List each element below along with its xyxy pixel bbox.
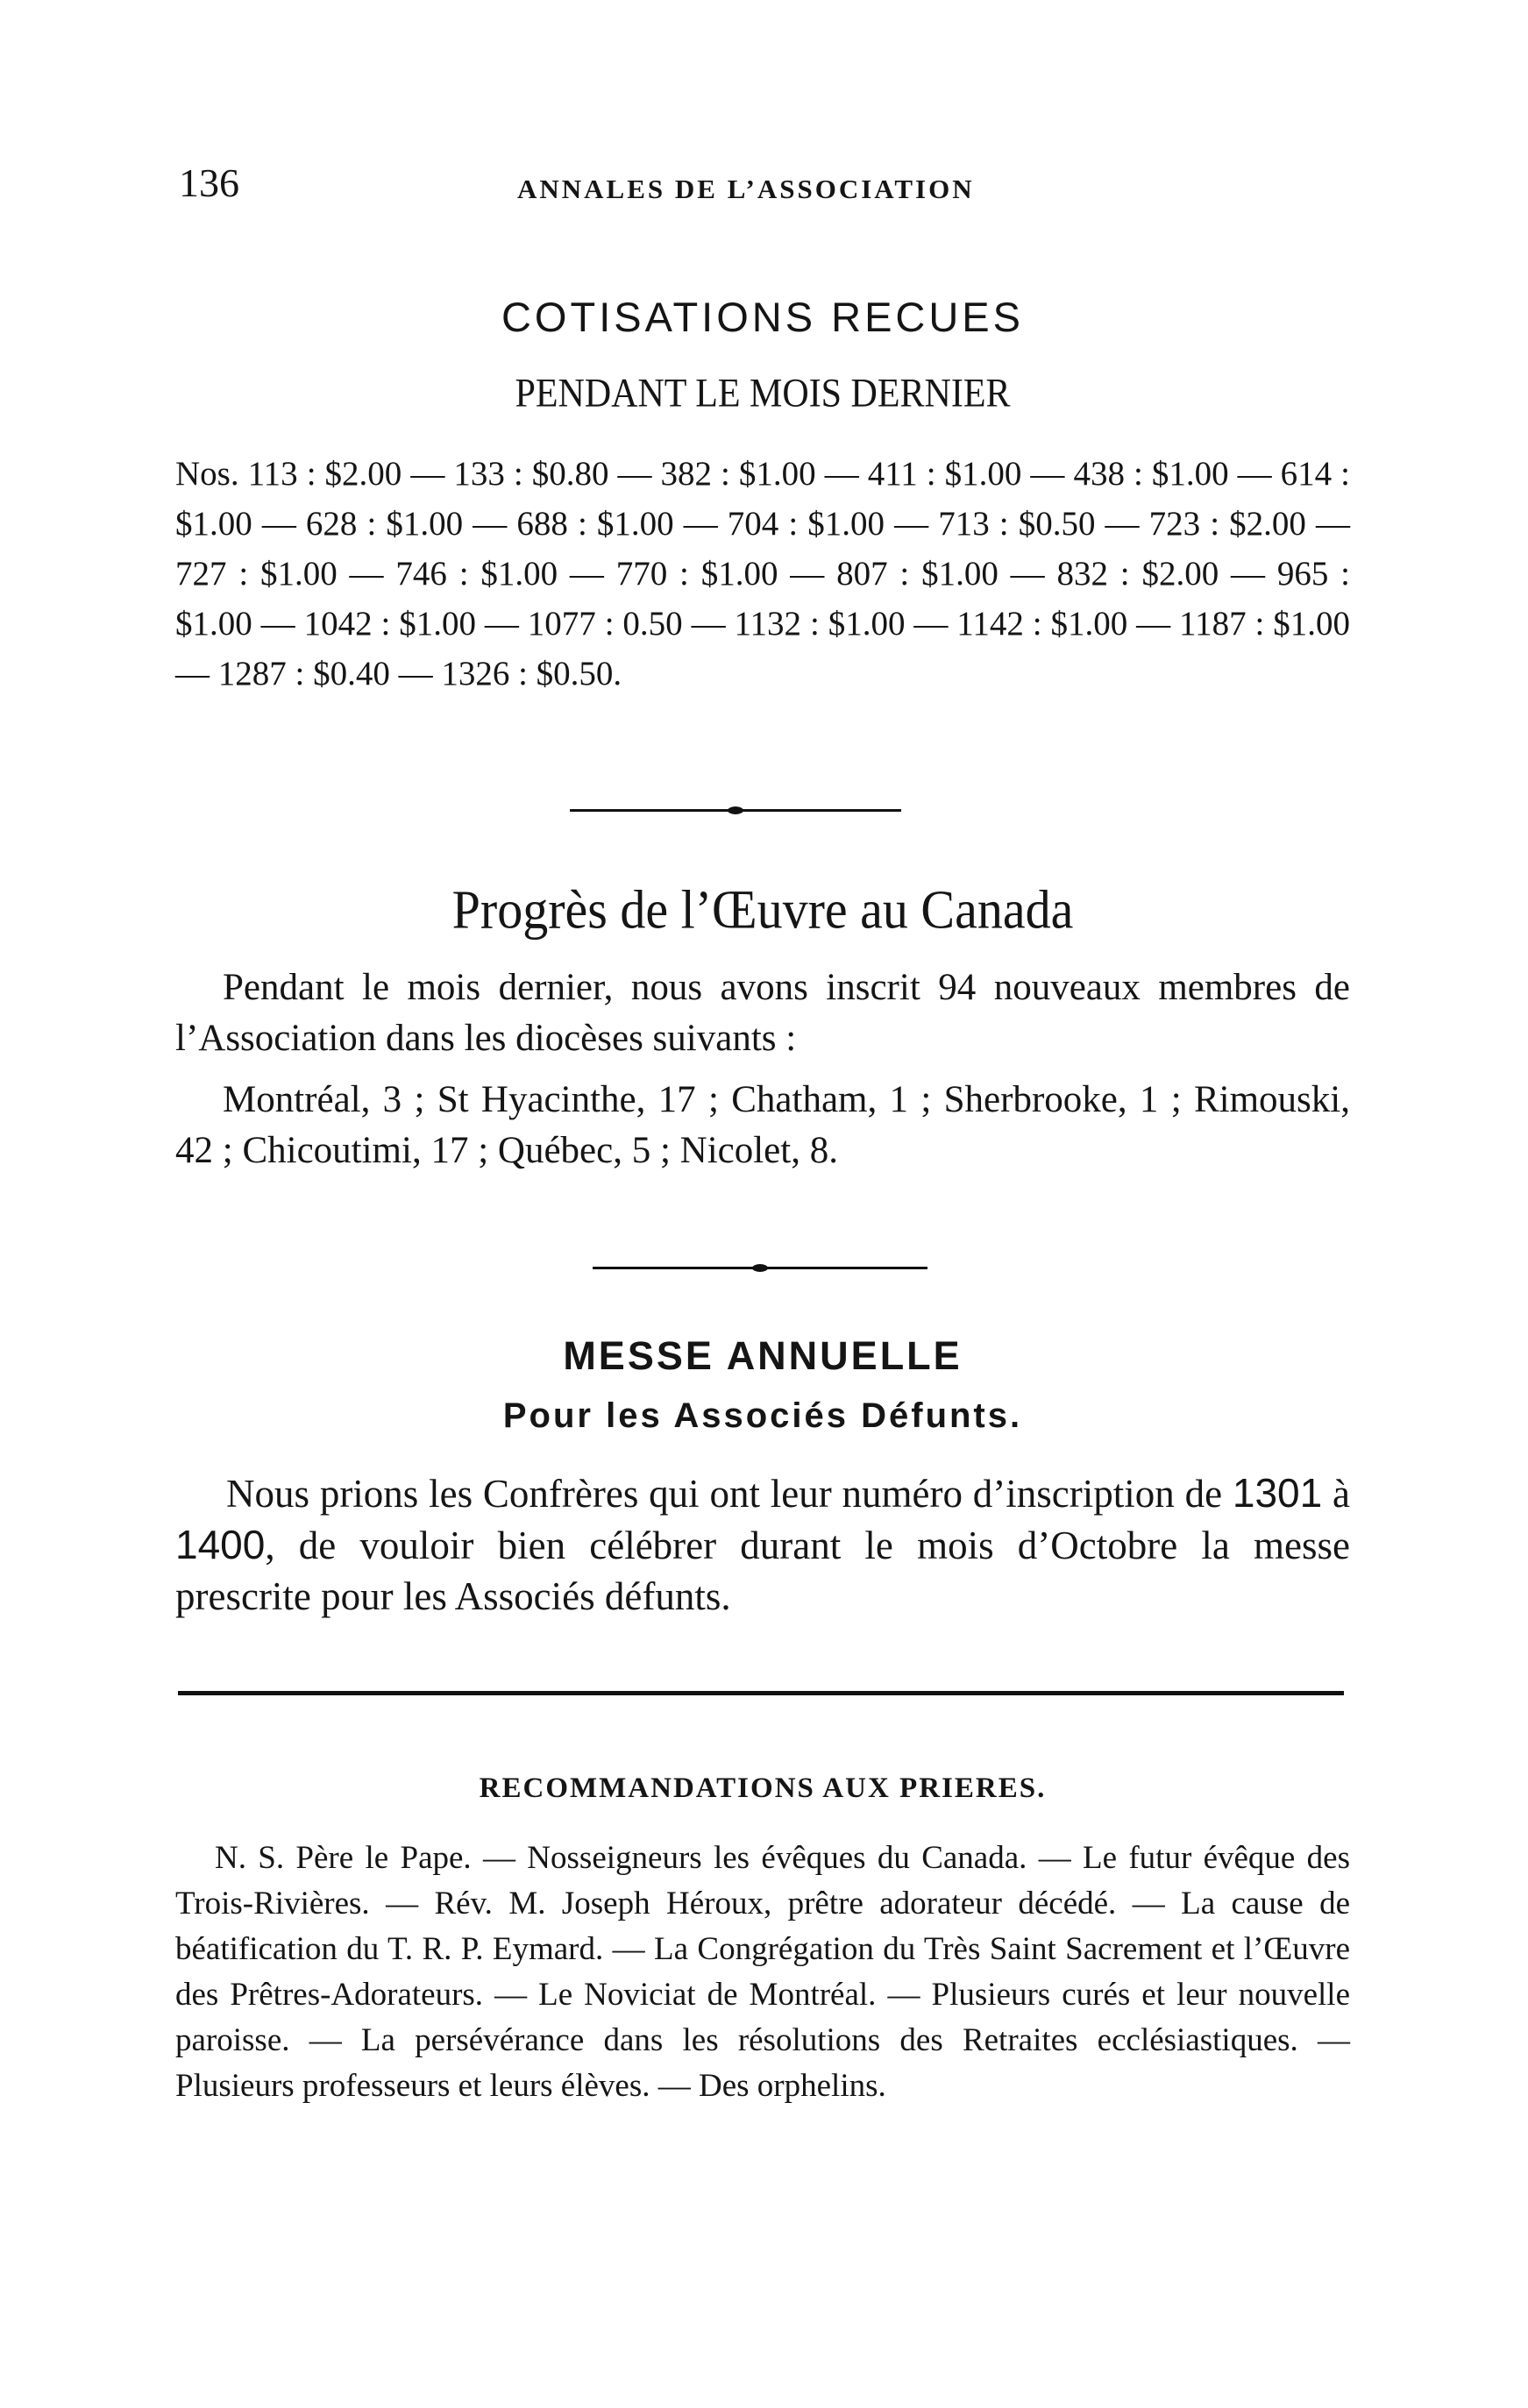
receipts-text: Nos. 113 : $2.00 — 133 : $0.80 — 382 : $1.00 — 411 : $1.00 — 438 : $1.00 — 614 : $1.00 — 628 : $1.00 — 688 : $1.00 — 704 : $1.00 — 713 : $0.50 — 723 : $2.00 — 727 : $1.00 — 746 : $1.00 — 770 : $1.00 — 807 : $1.00 — 832 : $2.00 — 965 : $1.00 — 1042 : $1.00 — 1077 : 0.50 — 1132 : $1.00 — 1142 : $1.00 — 1187 : $1.00 — 1287 : $0.40 — 1326 : $0.50.: [175, 455, 1350, 693]
page-number: 136: [179, 160, 239, 205]
mass-notice: [175, 1467, 1350, 1622]
recommendations-section: [175, 1836, 1350, 2109]
registration-start-number: 1301: [1232, 1470, 1323, 1516]
running-title: ANNALES DE L’ASSOCIATION: [517, 174, 975, 204]
mass-paragraph: [175, 1467, 1350, 1622]
mass-text-after: , de vouloir bien célébrer durant le mois d’Octobre la messe prescrite pour les Associés défunts.: [175, 1524, 1350, 1618]
progress-title: Progrès de l’Œuvre au Canada: [451, 878, 1074, 941]
heavy-divider: [178, 1691, 1344, 1695]
mass-title: MESSE ANNUELLE: [563, 1333, 963, 1378]
section-divider: [593, 1267, 927, 1269]
progress-section: [175, 962, 1350, 1187]
section-divider: [570, 809, 901, 812]
registration-end-number: 1400: [175, 1522, 266, 1567]
mass-subtitle: Pour les Associés Défunts.: [502, 1396, 1023, 1435]
mass-text-before: Nous prions les Confrères qui ont leur numéro d’inscription de: [226, 1472, 1233, 1516]
receipts-title: COTISATIONS RECUES: [501, 294, 1025, 340]
recommendations-text: N. S. Père le Pape. — Nosseigneurs les évêques du Canada. — Le futur évêque des Trois-Rivières. — Rév. M. Joseph Héroux, prêtre adorateur décédé. — La cause de béatification du T. R. P. Eymard. — La Congrégation du Très Saint Sacrement et l’Œuvre des Prêtres-Adorateurs. — Le Noviciat de Montréal. — Plusieurs curés et leur nouvelle paroisse. — La persévérance dans les résolutions des Retraites ecclésiastiques. — Plusieurs professeurs et leurs élèves. — Des orphelins.: [175, 1840, 1350, 2104]
receipts-list: [175, 449, 1350, 699]
diocese-list: Montréal, 3 ; St Hyacinthe, 17 ; Chatham, 1 ; Sherbrooke, 1 ; Rimouski, 42 ; Chicoutimi, 17 ; Québec, 5 ; Nicolet, 8.: [175, 1079, 1350, 1171]
progress-paragraph: Pendant le mois dernier, nous avons inscrit 94 nouveaux membres de l’Association dans les diocèses suivants :: [175, 967, 1350, 1059]
recommendations-title: RECOMMANDATIONS AUX PRIERES.: [479, 1772, 1047, 1804]
mass-text-between: à: [1322, 1472, 1350, 1516]
receipts-subtitle: PENDANT LE MOIS DERNIER: [515, 371, 1011, 416]
